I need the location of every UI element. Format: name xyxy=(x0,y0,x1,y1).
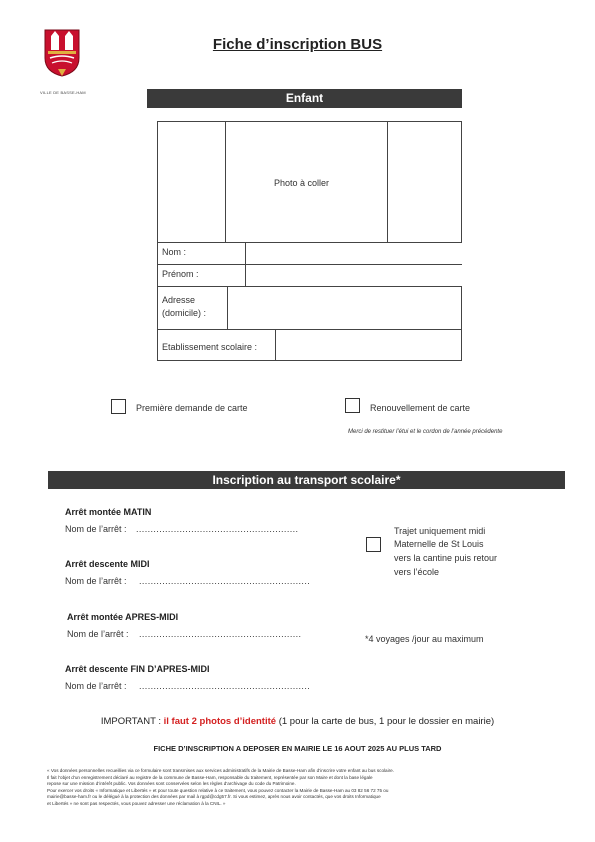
stop-name-field[interactable]: ........................................................... xyxy=(139,576,311,586)
renewal-checkbox[interactable] xyxy=(345,398,360,413)
deadline-notice: FICHE D’INSCRIPTION A DEPOSER EN MAIRIE LE 16 AOUT 2025 AU PLUS TARD xyxy=(153,744,442,753)
legal-line: mairie@basse-ham.fr ou le délégué à la protection des données par mail à rgpd@cdg57.fr. Si vous estimez, après nous avoir contactés, que vos droits Informatique xyxy=(47,794,381,800)
field-label-adresse-domicile: (domicile) : xyxy=(162,308,207,318)
section-bar-transport: Inscription au transport scolaire* xyxy=(48,471,565,489)
important-notice xyxy=(0,716,595,727)
field-label-prenom: Prénom : xyxy=(162,269,199,279)
logo-caption: VILLE DE BASSE-HAM xyxy=(40,90,86,95)
stop-name-field[interactable]: ........................................................ xyxy=(136,524,299,534)
stop-name-field[interactable]: ........................................................... xyxy=(139,681,311,691)
legal-notice xyxy=(47,768,572,808)
stop-heading: Arrêt descente FIN D’APRES-MIDI xyxy=(65,664,210,674)
important-suffix: (1 pour la carte de bus, 1 pour le dossier en mairie) xyxy=(276,716,495,727)
stop-name-label: Nom de l’arrêt : xyxy=(65,576,127,586)
field-adresse-input[interactable] xyxy=(229,288,459,328)
stop-name-field[interactable]: ........................................................ xyxy=(139,629,302,639)
field-nom-input[interactable] xyxy=(247,244,459,262)
midi-only-checkbox[interactable] xyxy=(366,537,381,552)
section-bar-enfant: Enfant xyxy=(147,89,462,108)
stop-heading: Arrêt montée MATIN xyxy=(65,507,152,517)
legal-line: repose sur une mission d’intérêt public. Vos données sont conservées selon les règles d’archivage du code du Patrimoine. xyxy=(47,781,296,787)
field-label-adresse: Adresse xyxy=(162,295,196,305)
legal-line: et Libertés » ne sont pas respectés, vous pouvez adresser une réclamation à la CNIL. » xyxy=(47,800,226,806)
important-prefix: IMPORTANT : xyxy=(100,716,164,727)
first-request-checkbox[interactable] xyxy=(111,399,126,414)
midi-option-line4: vers l’école xyxy=(394,567,440,577)
midi-option-line3: vers la cantine puis retour xyxy=(394,553,498,563)
first-request-label: Première demande de carte xyxy=(136,403,248,413)
midi-option-line1: Trajet uniquement midi xyxy=(394,526,486,536)
field-etablissement-input[interactable] xyxy=(277,331,459,359)
stop-heading: Arrêt descente MIDI xyxy=(65,559,150,569)
stop-heading: Arrêt montée APRES-MIDI xyxy=(67,612,179,622)
page-title: Fiche d’inscription BUS xyxy=(212,36,383,53)
stop-name-label: Nom de l’arrêt : xyxy=(65,524,127,534)
legal-line: Pour exercer vos droits « Informatique et Libertés » et pour toute question relative à ce traitement, vous pouvez contacter la Mairie de Basse-Ham au 03 82 56 72 75 ou xyxy=(47,787,389,793)
photo-placeholder: Photo à coller xyxy=(274,178,330,188)
field-prenom-input[interactable] xyxy=(247,266,459,284)
stop-name-label: Nom de l’arrêt : xyxy=(65,681,127,691)
field-label-nom: Nom : xyxy=(162,247,187,257)
renewal-note: Merci de restituer l’étui et le cordon de l’année précédente xyxy=(348,429,503,435)
legal-line: « Vos données personnelles recueillies via ce formulaire sont transmises aux services administratifs de la Mairie de Basse-Ham afin d’inscrire votre enfant au bus scolaire. xyxy=(47,768,394,773)
legal-line: Il fait l’objet d’un enregistrement déclaré au registre de la commune de Basse-Ham, responsable du traitement, représentée par son Maire et dont la base légale xyxy=(47,774,373,780)
renewal-label: Renouvellement de carte xyxy=(370,403,471,413)
voyages-note: *4 voyages /jour au maximum xyxy=(365,634,484,644)
stop-name-label: Nom de l’arrêt : xyxy=(67,629,129,639)
important-highlight: il faut 2 photos d’identité xyxy=(163,716,277,727)
midi-option-line2: Maternelle de St Louis xyxy=(394,539,484,549)
field-label-etablissement: Etablissement scolaire : xyxy=(162,342,258,352)
